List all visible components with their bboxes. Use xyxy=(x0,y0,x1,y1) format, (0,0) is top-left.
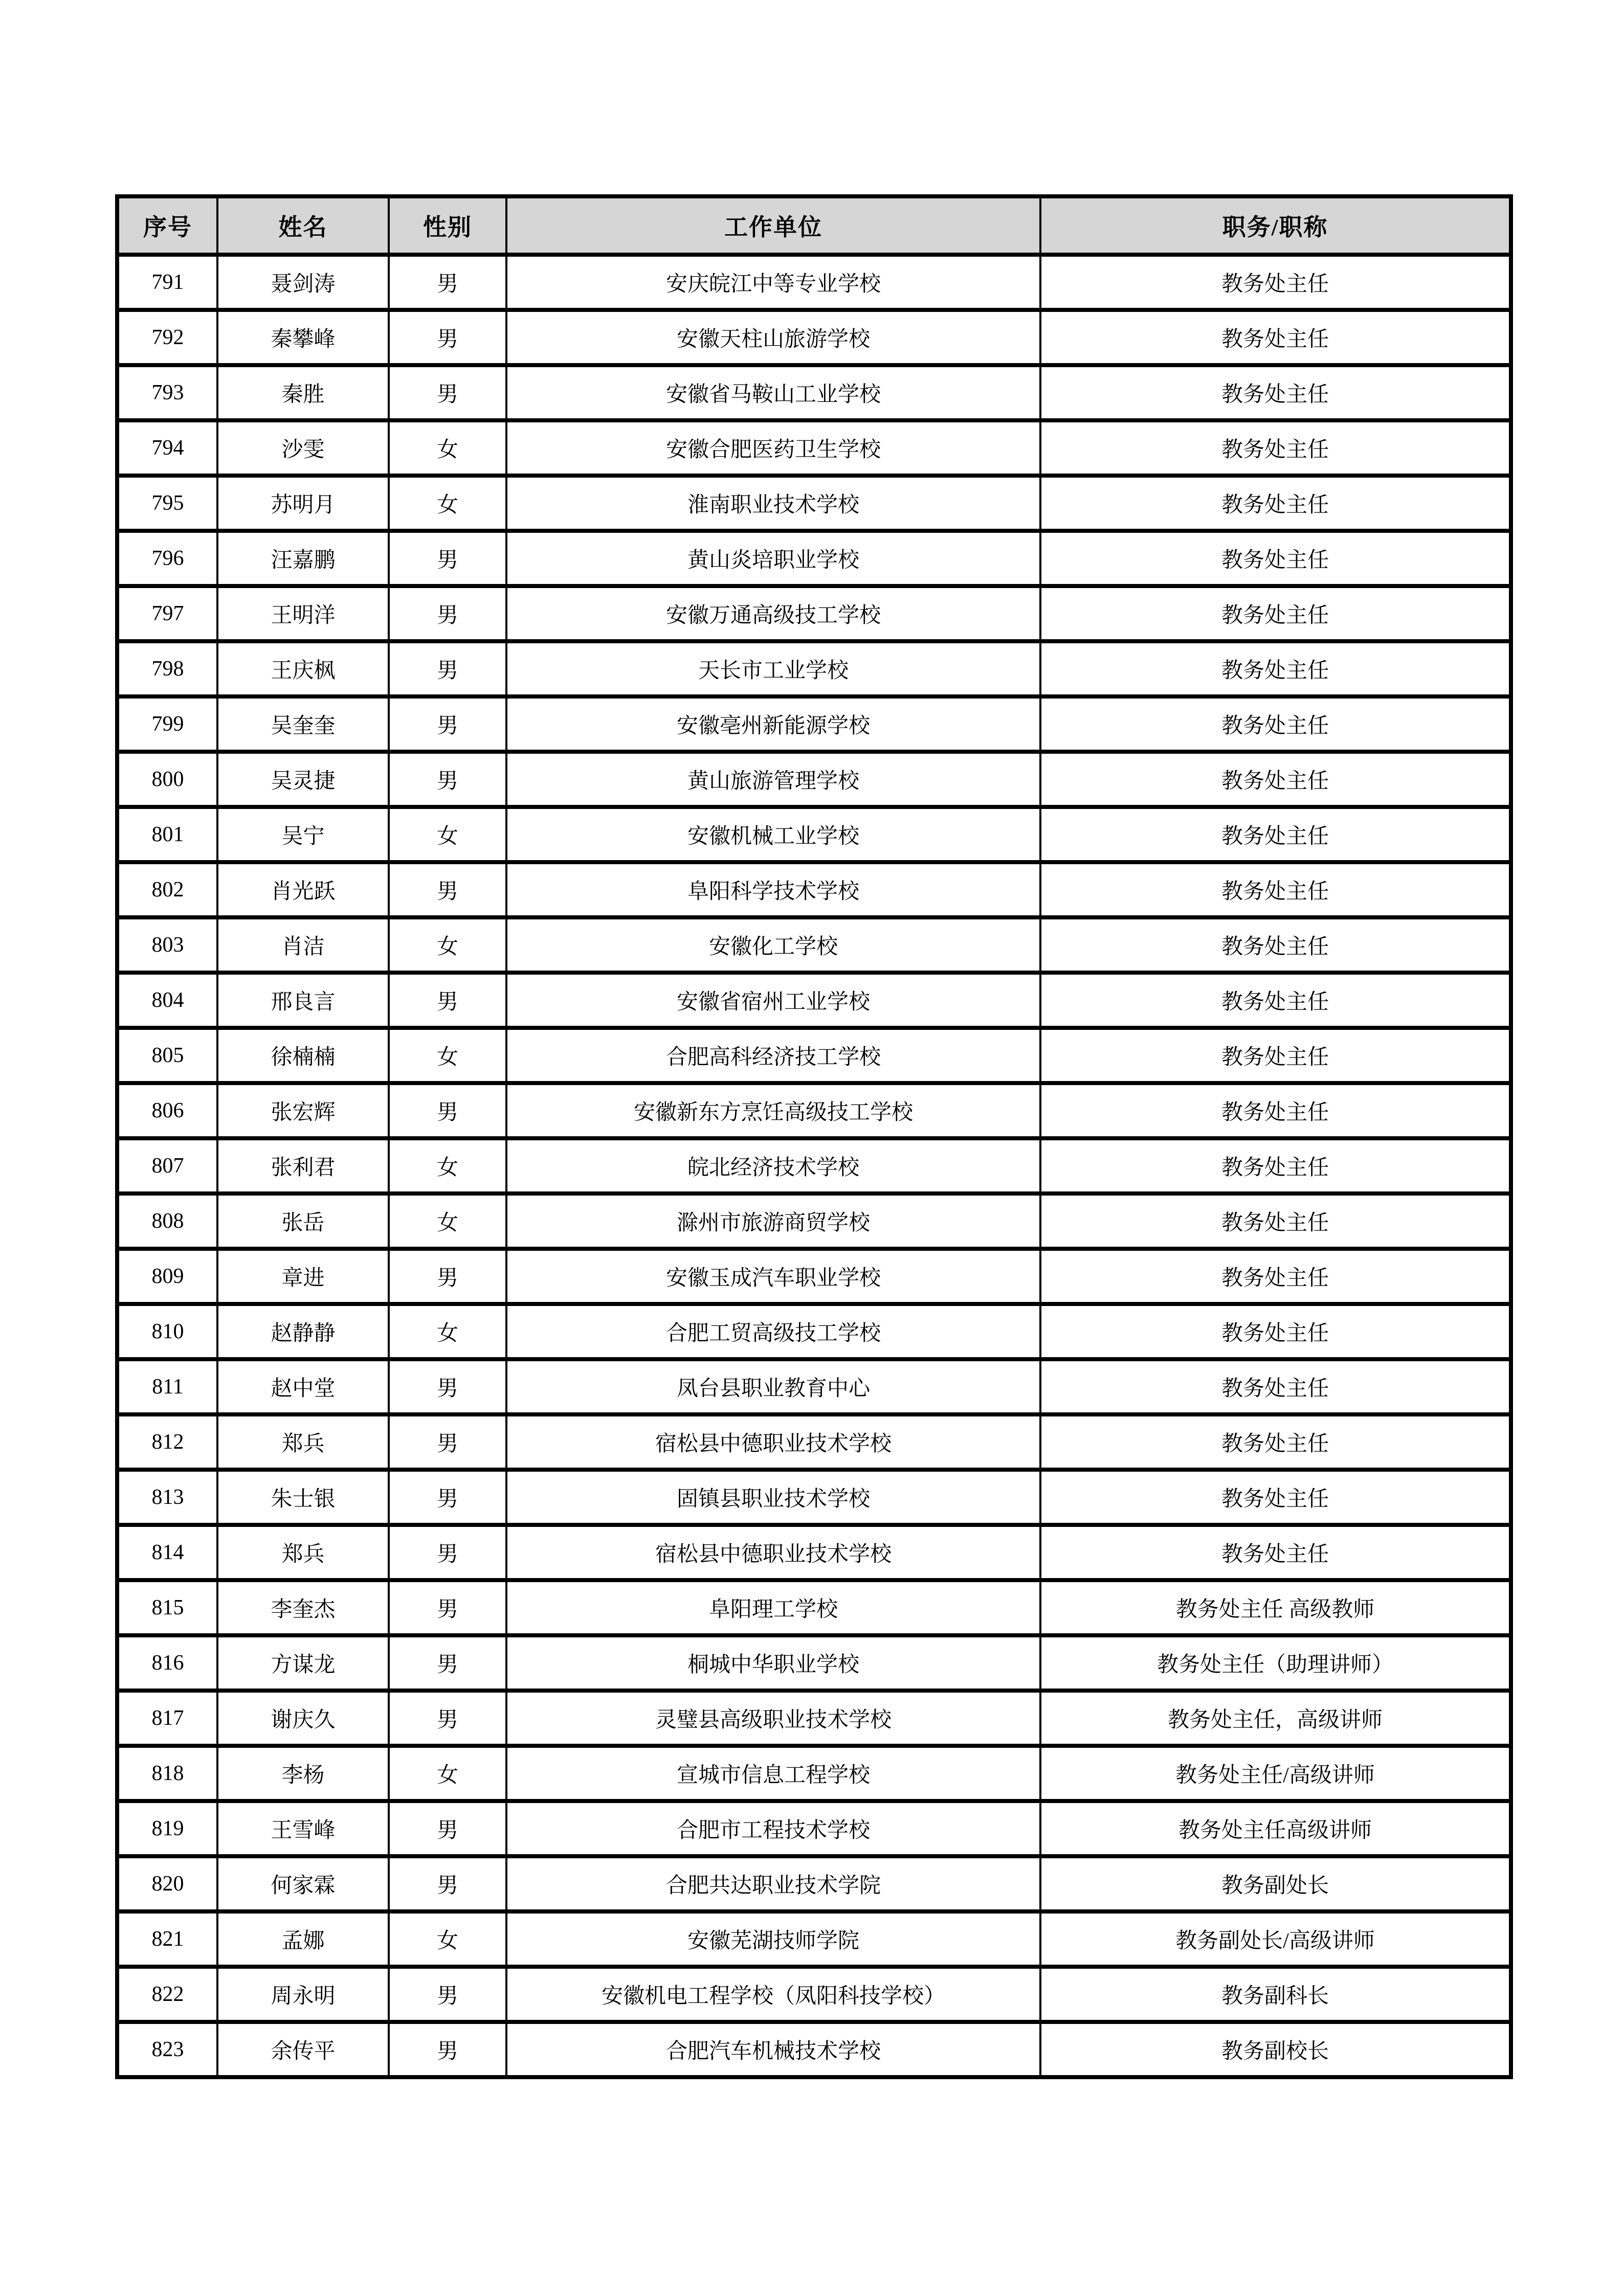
cell-gender: 女 xyxy=(389,1911,506,1967)
table-row xyxy=(117,1304,1511,1359)
cell-gender: 男 xyxy=(389,1580,506,1635)
table-row xyxy=(117,1911,1511,1967)
cell-work-unit: 合肥高科经济技工学校 xyxy=(506,1028,1040,1083)
cell-work-unit: 滁州市旅游商贸学校 xyxy=(506,1194,1040,1249)
cell-title: 教务处主任 xyxy=(1040,1138,1511,1194)
cell-title: 教务处主任 xyxy=(1040,1083,1511,1138)
cell-gender: 男 xyxy=(389,1856,506,1911)
cell-title: 教务处主任 xyxy=(1040,917,1511,973)
cell-name: 余传平 xyxy=(217,2022,389,2077)
cell-gender: 男 xyxy=(389,531,506,586)
cell-gender: 女 xyxy=(389,1304,506,1359)
cell-name: 张利君 xyxy=(217,1138,389,1194)
cell-work-unit: 皖北经济技术学校 xyxy=(506,1138,1040,1194)
header-cell-work-unit: 工作单位 xyxy=(506,196,1040,255)
table-body xyxy=(117,255,1511,2077)
cell-title: 教务处主任 xyxy=(1040,862,1511,917)
cell-work-unit: 安徽省马鞍山工业学校 xyxy=(506,365,1040,420)
cell-work-unit: 黄山炎培职业学校 xyxy=(506,531,1040,586)
cell-title: 教务处主任 xyxy=(1040,641,1511,696)
table-row xyxy=(117,1691,1511,1746)
cell-title: 教务副科长 xyxy=(1040,1967,1511,2022)
cell-name: 谢庆久 xyxy=(217,1691,389,1746)
cell-work-unit: 安徽机电工程学校（凤阳科技学校） xyxy=(506,1967,1040,2022)
cell-index: 814 xyxy=(117,1525,217,1580)
cell-gender: 男 xyxy=(389,1359,506,1414)
cell-work-unit: 灵璧县高级职业技术学校 xyxy=(506,1691,1040,1746)
table-header xyxy=(117,196,1511,255)
table-row xyxy=(117,862,1511,917)
header-cell-name: 姓名 xyxy=(217,196,389,255)
table-row xyxy=(117,1635,1511,1691)
cell-name: 吴灵捷 xyxy=(217,752,389,807)
cell-name: 张宏辉 xyxy=(217,1083,389,1138)
cell-name: 苏明月 xyxy=(217,476,389,531)
cell-gender: 男 xyxy=(389,255,506,310)
cell-name: 赵中堂 xyxy=(217,1359,389,1414)
cell-name: 秦胜 xyxy=(217,365,389,420)
cell-index: 809 xyxy=(117,1249,217,1304)
cell-work-unit: 安徽芜湖技师学院 xyxy=(506,1911,1040,1967)
cell-name: 周永明 xyxy=(217,1967,389,2022)
cell-title: 教务处主任 xyxy=(1040,310,1511,365)
cell-gender: 男 xyxy=(389,641,506,696)
cell-gender: 男 xyxy=(389,1470,506,1525)
table-row xyxy=(117,752,1511,807)
cell-gender: 男 xyxy=(389,862,506,917)
cell-title: 教务处主任 xyxy=(1040,973,1511,1028)
cell-gender: 女 xyxy=(389,1028,506,1083)
cell-index: 818 xyxy=(117,1746,217,1801)
cell-index: 798 xyxy=(117,641,217,696)
cell-title: 教务处主任（助理讲师） xyxy=(1040,1635,1511,1691)
cell-work-unit: 安徽化工学校 xyxy=(506,917,1040,973)
table-row xyxy=(117,1801,1511,1856)
cell-title: 教务处主任 xyxy=(1040,807,1511,862)
cell-index: 820 xyxy=(117,1856,217,1911)
table-row xyxy=(117,586,1511,641)
cell-name: 何家霖 xyxy=(217,1856,389,1911)
cell-title: 教务副校长 xyxy=(1040,2022,1511,2077)
cell-name: 秦攀峰 xyxy=(217,310,389,365)
table-row xyxy=(117,476,1511,531)
table-row xyxy=(117,531,1511,586)
cell-name: 徐楠楠 xyxy=(217,1028,389,1083)
cell-work-unit: 宣城市信息工程学校 xyxy=(506,1746,1040,1801)
cell-gender: 男 xyxy=(389,1801,506,1856)
cell-gender: 男 xyxy=(389,1414,506,1470)
cell-work-unit: 宿松县中德职业技术学校 xyxy=(506,1414,1040,1470)
cell-index: 797 xyxy=(117,586,217,641)
table-row xyxy=(117,696,1511,752)
cell-name: 王明洋 xyxy=(217,586,389,641)
cell-gender: 男 xyxy=(389,752,506,807)
header-cell-gender: 性别 xyxy=(389,196,506,255)
cell-work-unit: 天长市工业学校 xyxy=(506,641,1040,696)
cell-name: 郑兵 xyxy=(217,1525,389,1580)
cell-title: 教务副处长/高级讲师 xyxy=(1040,1911,1511,1967)
cell-name: 吴宁 xyxy=(217,807,389,862)
personnel-table xyxy=(115,194,1513,2079)
header-row xyxy=(117,196,1511,255)
table-row xyxy=(117,1083,1511,1138)
cell-title: 教务处主任 xyxy=(1040,1470,1511,1525)
cell-title: 教务处主任高级讲师 xyxy=(1040,1801,1511,1856)
cell-name: 郑兵 xyxy=(217,1414,389,1470)
cell-work-unit: 安徽省宿州工业学校 xyxy=(506,973,1040,1028)
cell-work-unit: 安徽玉成汽车职业学校 xyxy=(506,1249,1040,1304)
cell-gender: 男 xyxy=(389,365,506,420)
cell-work-unit: 安徽亳州新能源学校 xyxy=(506,696,1040,752)
table-row xyxy=(117,255,1511,310)
cell-gender: 男 xyxy=(389,310,506,365)
table-row xyxy=(117,1580,1511,1635)
cell-work-unit: 安徽合肥医药卫生学校 xyxy=(506,420,1040,476)
cell-index: 819 xyxy=(117,1801,217,1856)
cell-name: 赵静静 xyxy=(217,1304,389,1359)
cell-work-unit: 合肥共达职业技术学院 xyxy=(506,1856,1040,1911)
cell-index: 810 xyxy=(117,1304,217,1359)
cell-title: 教务处主任 xyxy=(1040,1028,1511,1083)
cell-work-unit: 宿松县中德职业技术学校 xyxy=(506,1525,1040,1580)
table-row xyxy=(117,641,1511,696)
cell-index: 795 xyxy=(117,476,217,531)
cell-gender: 女 xyxy=(389,807,506,862)
table-row xyxy=(117,1359,1511,1414)
cell-work-unit: 固镇县职业技术学校 xyxy=(506,1470,1040,1525)
cell-title: 教务处主任 xyxy=(1040,476,1511,531)
cell-index: 802 xyxy=(117,862,217,917)
cell-index: 800 xyxy=(117,752,217,807)
cell-name: 孟娜 xyxy=(217,1911,389,1967)
cell-work-unit: 凤台县职业教育中心 xyxy=(506,1359,1040,1414)
cell-index: 803 xyxy=(117,917,217,973)
cell-title: 教务处主任 xyxy=(1040,1359,1511,1414)
cell-work-unit: 安庆皖江中等专业学校 xyxy=(506,255,1040,310)
cell-title: 教务处主任 xyxy=(1040,255,1511,310)
cell-work-unit: 阜阳理工学校 xyxy=(506,1580,1040,1635)
cell-index: 792 xyxy=(117,310,217,365)
table-row xyxy=(117,917,1511,973)
table-row xyxy=(117,1414,1511,1470)
header-cell-index: 序号 xyxy=(117,196,217,255)
table-row xyxy=(117,2022,1511,2077)
cell-title: 教务处主任 xyxy=(1040,1194,1511,1249)
cell-gender: 女 xyxy=(389,1138,506,1194)
cell-title: 教务处主任 xyxy=(1040,1525,1511,1580)
cell-index: 794 xyxy=(117,420,217,476)
cell-work-unit: 合肥市工程技术学校 xyxy=(506,1801,1040,1856)
cell-name: 王庆枫 xyxy=(217,641,389,696)
cell-name: 沙雯 xyxy=(217,420,389,476)
cell-gender: 女 xyxy=(389,917,506,973)
cell-title: 教务处主任，高级讲师 xyxy=(1040,1691,1511,1746)
cell-index: 813 xyxy=(117,1470,217,1525)
cell-title: 教务处主任 xyxy=(1040,1249,1511,1304)
cell-work-unit: 安徽万通高级技工学校 xyxy=(506,586,1040,641)
cell-title: 教务处主任 xyxy=(1040,696,1511,752)
cell-title: 教务处主任 xyxy=(1040,365,1511,420)
cell-gender: 男 xyxy=(389,696,506,752)
cell-gender: 男 xyxy=(389,1525,506,1580)
cell-name: 肖洁 xyxy=(217,917,389,973)
cell-name: 肖光跃 xyxy=(217,862,389,917)
cell-index: 816 xyxy=(117,1635,217,1691)
cell-name: 李杨 xyxy=(217,1746,389,1801)
cell-gender: 女 xyxy=(389,476,506,531)
cell-title: 教务处主任 xyxy=(1040,586,1511,641)
cell-name: 章进 xyxy=(217,1249,389,1304)
table-row xyxy=(117,365,1511,420)
cell-gender: 男 xyxy=(389,1967,506,2022)
cell-work-unit: 合肥工贸高级技工学校 xyxy=(506,1304,1040,1359)
cell-index: 801 xyxy=(117,807,217,862)
cell-work-unit: 桐城中华职业学校 xyxy=(506,1635,1040,1691)
table-row xyxy=(117,1470,1511,1525)
cell-gender: 男 xyxy=(389,1635,506,1691)
cell-name: 张岳 xyxy=(217,1194,389,1249)
cell-title: 教务处主任 高级教师 xyxy=(1040,1580,1511,1635)
cell-index: 822 xyxy=(117,1967,217,2022)
table-row xyxy=(117,1194,1511,1249)
cell-title: 教务处主任 xyxy=(1040,752,1511,807)
cell-index: 804 xyxy=(117,973,217,1028)
cell-work-unit: 安徽新东方烹饪高级技工学校 xyxy=(506,1083,1040,1138)
table-row xyxy=(117,1249,1511,1304)
cell-name: 汪嘉鹏 xyxy=(217,531,389,586)
cell-index: 808 xyxy=(117,1194,217,1249)
cell-index: 791 xyxy=(117,255,217,310)
table-row xyxy=(117,310,1511,365)
cell-index: 817 xyxy=(117,1691,217,1746)
cell-title: 教务副处长 xyxy=(1040,1856,1511,1911)
cell-name: 吴奎奎 xyxy=(217,696,389,752)
cell-title: 教务处主任/高级讲师 xyxy=(1040,1746,1511,1801)
table-row xyxy=(117,973,1511,1028)
table-row xyxy=(117,420,1511,476)
cell-index: 796 xyxy=(117,531,217,586)
cell-gender: 男 xyxy=(389,973,506,1028)
table-row xyxy=(117,807,1511,862)
cell-gender: 男 xyxy=(389,1083,506,1138)
table-row xyxy=(117,1967,1511,2022)
cell-work-unit: 合肥汽车机械技术学校 xyxy=(506,2022,1040,2077)
table-row xyxy=(117,1028,1511,1083)
cell-gender: 男 xyxy=(389,1249,506,1304)
cell-gender: 女 xyxy=(389,1194,506,1249)
cell-index: 805 xyxy=(117,1028,217,1083)
cell-index: 806 xyxy=(117,1083,217,1138)
cell-index: 811 xyxy=(117,1359,217,1414)
table-row xyxy=(117,1746,1511,1801)
cell-index: 823 xyxy=(117,2022,217,2077)
cell-index: 821 xyxy=(117,1911,217,1967)
cell-gender: 男 xyxy=(389,1691,506,1746)
header-cell-title: 职务/职称 xyxy=(1040,196,1511,255)
cell-work-unit: 安徽天柱山旅游学校 xyxy=(506,310,1040,365)
cell-index: 807 xyxy=(117,1138,217,1194)
cell-index: 799 xyxy=(117,696,217,752)
cell-gender: 男 xyxy=(389,2022,506,2077)
cell-title: 教务处主任 xyxy=(1040,1414,1511,1470)
cell-name: 方谋龙 xyxy=(217,1635,389,1691)
cell-work-unit: 安徽机械工业学校 xyxy=(506,807,1040,862)
cell-work-unit: 淮南职业技术学校 xyxy=(506,476,1040,531)
cell-name: 王雪峰 xyxy=(217,1801,389,1856)
cell-title: 教务处主任 xyxy=(1040,1304,1511,1359)
cell-name: 邢良言 xyxy=(217,973,389,1028)
cell-index: 812 xyxy=(117,1414,217,1470)
cell-gender: 男 xyxy=(389,586,506,641)
cell-work-unit: 黄山旅游管理学校 xyxy=(506,752,1040,807)
table-row xyxy=(117,1138,1511,1194)
cell-name: 聂剑涛 xyxy=(217,255,389,310)
cell-name: 朱士银 xyxy=(217,1470,389,1525)
cell-title: 教务处主任 xyxy=(1040,531,1511,586)
cell-gender: 女 xyxy=(389,420,506,476)
cell-index: 793 xyxy=(117,365,217,420)
cell-gender: 女 xyxy=(389,1746,506,1801)
cell-index: 815 xyxy=(117,1580,217,1635)
cell-title: 教务处主任 xyxy=(1040,420,1511,476)
cell-name: 李奎杰 xyxy=(217,1580,389,1635)
cell-work-unit: 阜阳科学技术学校 xyxy=(506,862,1040,917)
table-row xyxy=(117,1856,1511,1911)
table-row xyxy=(117,1525,1511,1580)
